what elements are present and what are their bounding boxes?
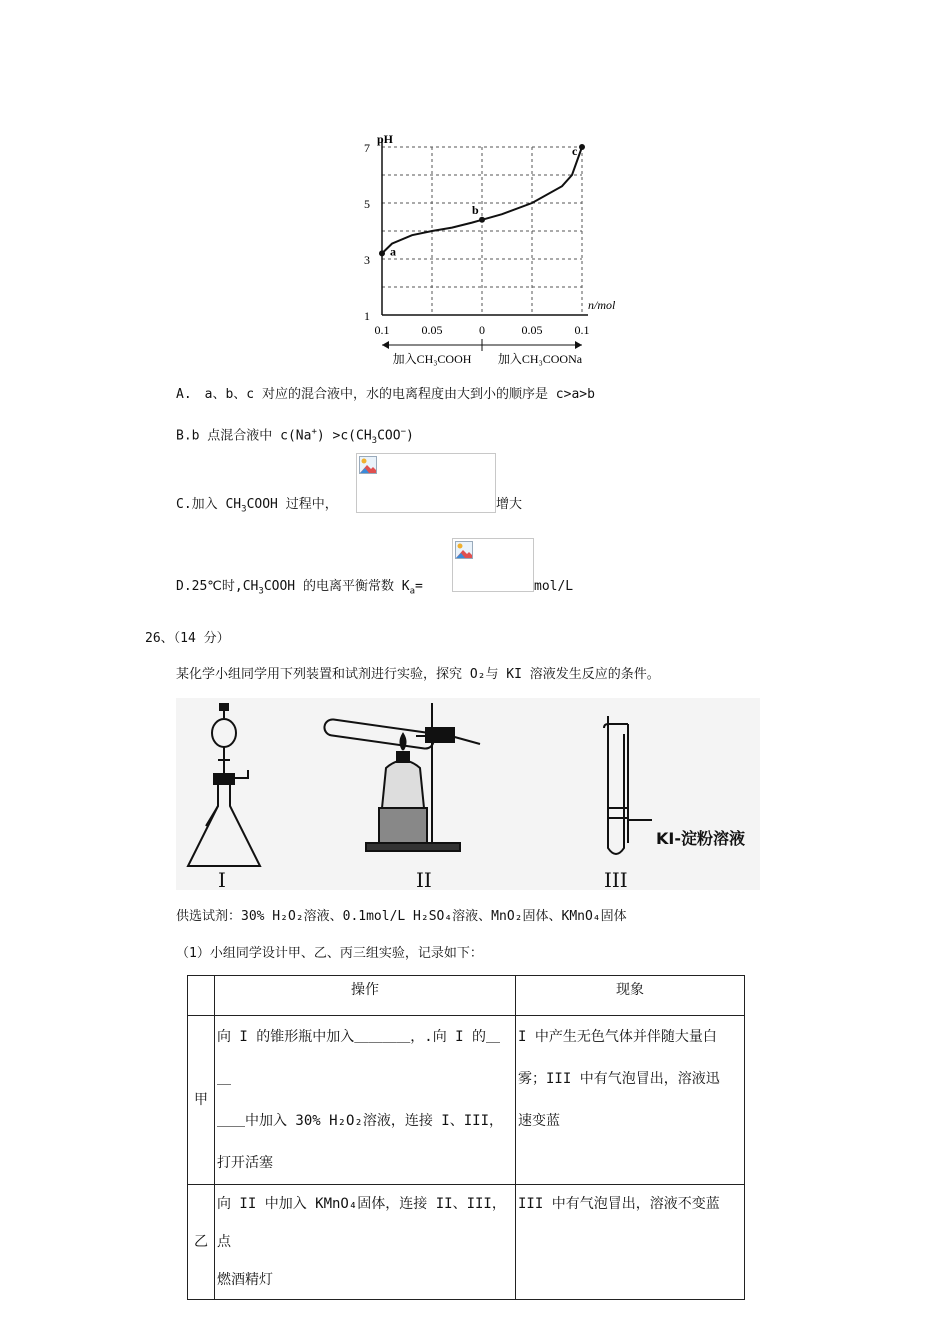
x-tick-label: 0.1 bbox=[374, 323, 390, 337]
y-tick-label: 3 bbox=[364, 253, 370, 267]
ph-chart bbox=[350, 125, 650, 375]
apparatus-label-ii: II bbox=[416, 868, 432, 892]
question-number: 26、（14 分） bbox=[145, 631, 230, 646]
table-header-phenomenon: 现象 bbox=[516, 976, 745, 1016]
point-label-c: c bbox=[572, 144, 578, 158]
image-placeholder-icon bbox=[455, 541, 473, 559]
ki-solution-label: KI-淀粉溶液 bbox=[656, 829, 745, 848]
region-label-ch3cooh: 加入CH₃COOH bbox=[392, 352, 472, 366]
y-tick-label: 1 bbox=[364, 309, 370, 323]
region-arrow-right-head bbox=[575, 341, 582, 349]
question-intro: 某化学小组同学用下列装置和试剂进行实验，探究 O₂与 KI 溶液发生反应的条件。 bbox=[176, 667, 660, 682]
table-row-jia-operation: 向 I 的锥形瓶中加入＿＿＿＿，.向 I 的＿＿ ＿＿中加入 30% H₂O₂溶液，连接 I、III， 打开活塞 bbox=[215, 1016, 516, 1185]
table-header-blank bbox=[188, 976, 215, 1016]
x-tick-label: 0.05 bbox=[521, 323, 543, 337]
table-row-jia-phenomenon: I 中产生无色气体并伴随大量白 雾；III 中有气泡冒出，溶液迅 速变蓝 bbox=[516, 1016, 745, 1185]
point-label-b: b bbox=[472, 202, 479, 217]
x-tick-label: 0.05 bbox=[421, 323, 443, 337]
x-tick-label: 0.1 bbox=[574, 323, 590, 337]
point-label-a: a bbox=[390, 244, 396, 259]
point-b bbox=[479, 217, 485, 223]
apparatus-label-i: I bbox=[218, 868, 226, 892]
y-tick-label: 7 bbox=[364, 141, 370, 155]
group-yi: 乙 bbox=[188, 1185, 215, 1300]
broken-image-expression-d bbox=[452, 538, 534, 592]
option-b: B.b 点混合液中 $c(Na^+) >c(CH_3COO^-)$ bbox=[176, 427, 414, 446]
option-d: D.25℃时$,CH_3COOH$ 的电离平衡常数 $K_a=$ bbox=[176, 579, 423, 597]
table-header-operation: 操作 bbox=[215, 976, 516, 1016]
point-c bbox=[579, 144, 585, 150]
table-row-yi-phenomenon: III 中有气泡冒出，溶液不变蓝 bbox=[516, 1185, 745, 1300]
point-a bbox=[379, 250, 385, 256]
table-row-yi-operation: 向 II 中加入 KMnO₄固体，连接 II、III，点 燃酒精灯 bbox=[215, 1185, 516, 1300]
experiment-table bbox=[187, 975, 745, 1300]
option-c-suffix: 增大 bbox=[496, 497, 523, 512]
apparatus-label-iii: III bbox=[604, 868, 628, 892]
x-axis-label: n/mol bbox=[588, 298, 616, 312]
part-1-prompt: （1）小组同学设计甲、乙、丙三组实验，记录如下： bbox=[176, 946, 483, 961]
option-a: A. a、b、c 对应的混合液中，水的电离程度由大到小的顺序是 c>a>b bbox=[176, 387, 595, 402]
y-axis-label: pH bbox=[377, 132, 394, 146]
group-jia: 甲 bbox=[188, 1016, 215, 1185]
region-arrow-left-head bbox=[382, 341, 389, 349]
x-tick-label: 0 bbox=[479, 323, 485, 337]
image-placeholder-icon bbox=[359, 456, 377, 474]
apparatus-figure bbox=[176, 698, 760, 890]
y-tick-label: 5 bbox=[364, 197, 370, 211]
broken-image-expression-c bbox=[356, 453, 496, 513]
option-c: C.加入 $CH_3COOH$ 过程中， bbox=[176, 497, 338, 515]
reagent-list: 供选试剂：30% H₂O₂溶液、0.1mol/L H₂SO₄溶液、MnO₂固体、KMnO₄固体 bbox=[176, 909, 627, 924]
option-d-suffix: mol/L bbox=[534, 579, 574, 594]
region-label-ch3coona: 加入CH₃COONa bbox=[497, 352, 583, 366]
